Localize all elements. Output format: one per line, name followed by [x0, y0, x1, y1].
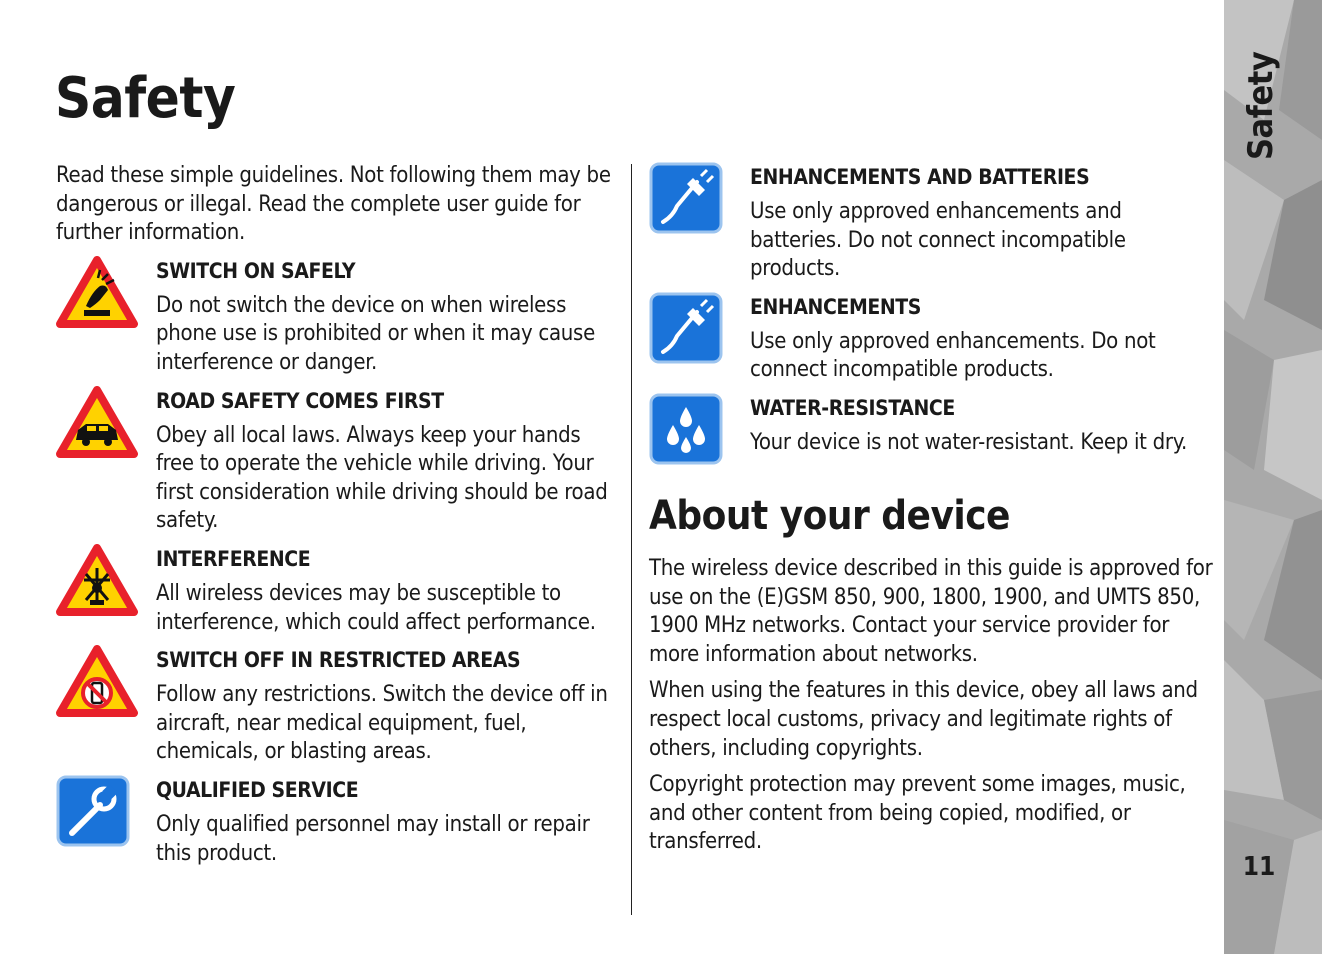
- item-text: Only qualified personnel may install or repair this product.: [156, 811, 590, 866]
- wrench-icon: [56, 775, 130, 851]
- cable-plug-icon: [649, 162, 723, 238]
- safety-item: [56, 386, 622, 536]
- item-text: Use only approved enhancements and batteries. Do not connect incompatible products.: [750, 199, 1126, 282]
- water-drops-icon: [649, 393, 723, 469]
- interference-warning-icon: [56, 544, 138, 622]
- item-text: Obey all local laws. Always keep your hands free to operate the vehicle while driving. Your first consideration while driving should be road safety.: [156, 422, 608, 534]
- safety-item: [56, 645, 622, 767]
- section-title: About your device: [649, 492, 1010, 539]
- item-text: All wireless devices may be susceptible to interference, which could affect performance.: [156, 580, 596, 635]
- intro-paragraph: Read these simple guidelines. Not following them may be dangerous or illegal. Read the complete user guide for further information.: [56, 163, 611, 246]
- about-paragraph: When using the features in this device, obey all laws and respect local customs, privacy and legitimate rights of others, including copyrights.: [649, 678, 1198, 761]
- safety-item: [649, 393, 1214, 473]
- item-text: Do not switch the device on when wireless phone use is prohibited or when it may cause interference or danger.: [156, 292, 595, 375]
- item-heading: INTERFERENCE: [156, 546, 311, 571]
- about-paragraph: Copyright protection may prevent some images, music, and other content from being copied, modified, or transferred.: [649, 772, 1186, 855]
- road-safety-car-warning-icon: [56, 386, 138, 464]
- column-divider: [631, 164, 632, 915]
- right-column: [649, 162, 1214, 865]
- left-column: [56, 162, 622, 876]
- restricted-areas-prohibited-phone-icon: [56, 645, 138, 723]
- safety-item: [649, 292, 1214, 385]
- side-tab-title: Safety: [1241, 51, 1281, 160]
- item-heading: ENHANCEMENTS AND BATTERIES: [750, 165, 1090, 189]
- item-text: Your device is not water-resistant. Keep it dry.: [750, 429, 1187, 455]
- item-heading: QUALIFIED SERVICE: [156, 777, 359, 802]
- page-number: 11: [1242, 852, 1276, 882]
- item-heading: ENHANCEMENTS: [750, 294, 921, 319]
- safety-item: [56, 256, 622, 378]
- item-text: Follow any restrictions. Switch the device off in aircraft, near medical equipment, fuel, chemicals, or blasting areas.: [156, 682, 608, 765]
- item-heading: WATER-RESISTANCE: [750, 395, 955, 420]
- item-text: Use only approved enhancements. Do not connect incompatible products.: [750, 328, 1156, 383]
- item-heading: SWITCH OFF IN RESTRICTED AREAS: [156, 648, 521, 673]
- switch-on-safely-warning-icon: [56, 256, 138, 334]
- safety-item: [649, 162, 1214, 284]
- about-paragraph: The wireless device described in this guide is approved for use on the (E)GSM 850, 900, 1800, 1900, and UMTS 850, 1900 MHz networks. Contact your service provider for more information about networks.: [649, 555, 1213, 667]
- safety-item: [56, 775, 622, 868]
- cable-plug-icon: [649, 292, 723, 368]
- safety-item: [56, 544, 622, 637]
- item-heading: SWITCH ON SAFELY: [156, 258, 356, 283]
- page-title: Safety: [55, 66, 236, 131]
- item-heading: ROAD SAFETY COMES FIRST: [156, 388, 444, 413]
